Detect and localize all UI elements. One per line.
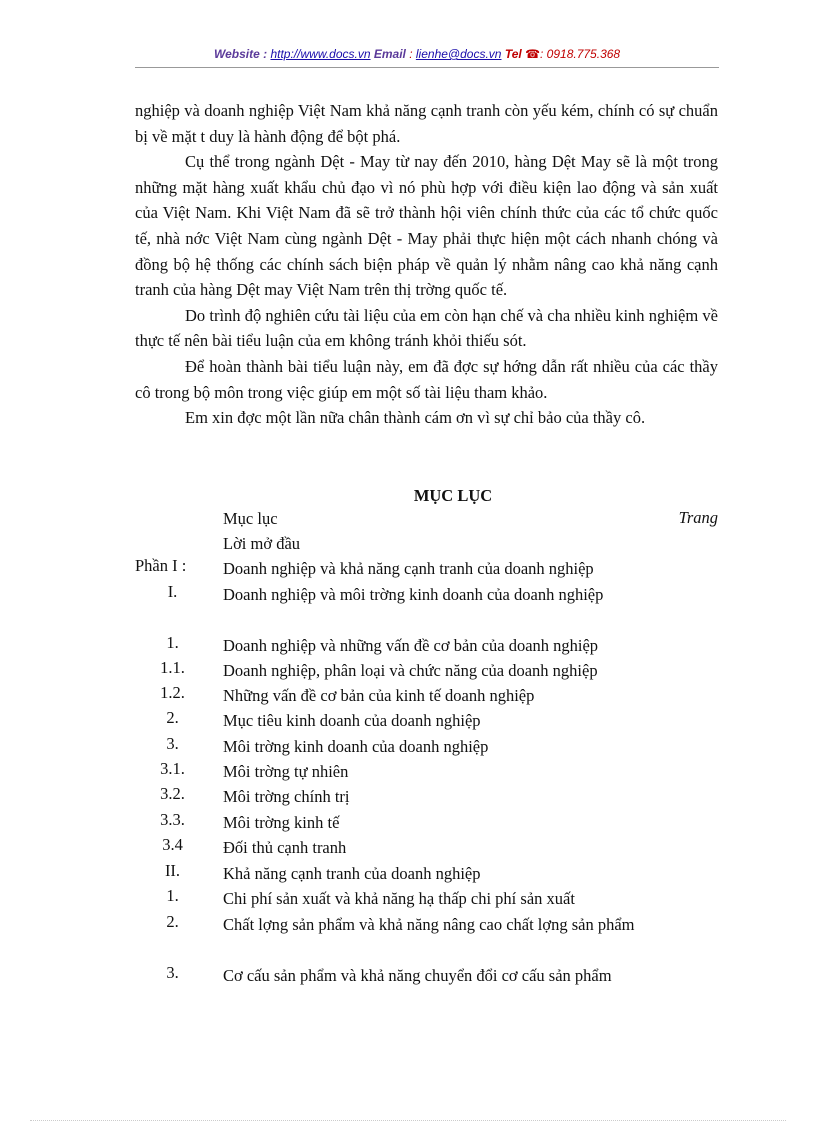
paragraph: Em xin đợc một lần nữa chân thành cám ơn vì sự chỉ bảo của thầy cô. <box>185 408 646 428</box>
body-text <box>135 98 718 431</box>
toc-entry-number: 2. <box>166 708 179 727</box>
toc-entry-number: 1.1. <box>160 658 185 677</box>
toc-entry-text: Doanh nghiệp và những vấn đề cơ bản của doanh nghiệp <box>223 636 599 655</box>
toc-entry-number: 3.4 <box>162 835 183 854</box>
toc-entry-text: Doanh nghiệp và môi trờng kinh doanh của doanh nghiệp <box>223 585 604 604</box>
paragraph: Do trình độ nghiên cứu tài liệu của em còn hạn chế và cha nhiều kinh nghiệm về thực tế nên bài tiểu luận của em không tránh khỏi thiếu sót. <box>135 305 718 351</box>
toc-entry-text: Môi trờng kinh tế <box>223 813 340 832</box>
toc-entry-number: I. <box>167 582 178 601</box>
toc-entry-text: Mục lục <box>223 509 278 528</box>
toc-entry-text: Doanh nghiệp, phân loại và chức năng của doanh nghiệp <box>223 661 598 680</box>
toc-entry-number: 3.3. <box>160 810 185 829</box>
email-link[interactable]: lienhe@docs.vn <box>415 47 502 61</box>
toc-title: MỤC LỤC <box>413 486 493 505</box>
email-separator: : <box>405 47 416 61</box>
header-divider <box>135 67 719 68</box>
phone-icon: ☎ <box>525 47 541 61</box>
toc-entry-text: Chất lợng sản phẩm và khả năng nâng cao chất lợng sản phẩm <box>223 915 635 934</box>
toc-entry-text: Cơ cấu sản phẩm và khả năng chuyển đổi cơ cấu sản phẩm <box>223 966 612 985</box>
footer-divider <box>30 1120 786 1121</box>
toc-entry-number: 3. <box>166 734 179 753</box>
toc-entry-text: Khả năng cạnh tranh của doanh nghiệp <box>223 864 481 883</box>
tel-value: : 0918.775.368 <box>540 47 621 61</box>
toc-entry-number: 1. <box>166 886 179 905</box>
toc-entry-text: Môi trờng chính trị <box>223 787 350 806</box>
website-link[interactable]: http://www.docs.vn <box>270 47 371 61</box>
toc-entry-number: 1. <box>166 633 179 652</box>
toc-entry-text: Mục tiêu kinh doanh của doanh nghiệp <box>223 711 481 730</box>
toc-entry-number: 3. <box>166 963 179 982</box>
toc-entry-number: 1.2. <box>160 683 185 702</box>
page-header <box>214 47 620 61</box>
toc-entry-text: Môi trờng kinh doanh của doanh nghiệp <box>223 737 489 756</box>
website-label: Website : <box>214 47 268 61</box>
toc-entry-number: Phần I : <box>135 556 187 575</box>
paragraph: Cụ thể trong ngành Dệt - May từ nay đến 2010, hàng Dệt May sẽ là một trong những mặt hàng xuất khẩu chủ đạo vì nó phù hợp với điều kiện lao động và sản xuất của Việt Nam. Khi Việt Nam đã sẽ trở thành hội viên chính thức của các tổ chức quốc tế, nhà nớc Việt Nam cùng ngành Dệt - May phải thực hiện một cách nhanh chóng và đồng bộ hệ thống các chính sách biện pháp về quản lý nhằm nâng cao khả năng cạnh tranh của hàng Dệt may Việt Nam trên thị trờng quốc tế. <box>135 152 718 300</box>
toc-entry-text: Đối thủ cạnh tranh <box>223 838 347 857</box>
toc-entry-number: 3.1. <box>160 759 185 778</box>
toc-entry-number: 3.2. <box>160 784 185 803</box>
email-label: Email <box>373 47 406 61</box>
paragraph: Để hoàn thành bài tiểu luận này, em đã đợc sự hớng dẫn rất nhiều của các thầy cô trong bộ môn trong việc giúp em một số tài liệu tham khảo. <box>135 356 718 402</box>
toc-entry-text: Doanh nghiệp và khả năng cạnh tranh của doanh nghiệp <box>223 559 594 578</box>
toc-entry-number: 2. <box>166 912 179 931</box>
toc-entry-number: II. <box>164 861 181 880</box>
toc-entry-text: Những vấn đề cơ bản của kinh tế doanh nghiệp <box>223 686 535 705</box>
toc-entry-text: Lời mở đầu <box>223 534 301 553</box>
toc-entry-text: Chi phí sản xuất và khả năng hạ thấp chi phí sản xuất <box>223 889 575 908</box>
paragraph: nghiệp và doanh nghiệp Việt Nam khả năng cạnh tranh còn yếu kém, chính có sự chuẩn bị về mặt t duy là hành động để bột phá. <box>135 101 718 146</box>
tel-label: Tel <box>504 47 522 61</box>
toc-entry-text: Môi trờng tự nhiên <box>223 762 349 781</box>
toc-page-label: Trang <box>678 508 718 527</box>
